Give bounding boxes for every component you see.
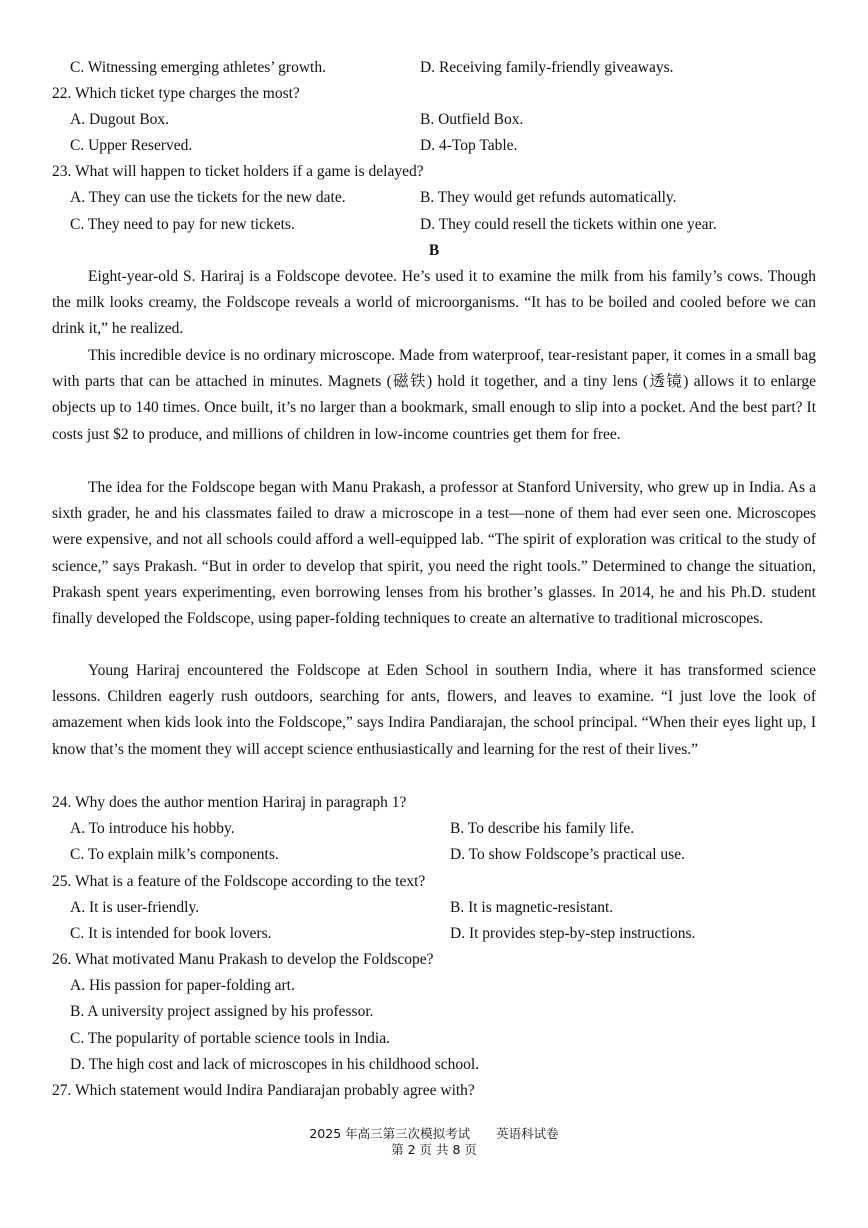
passage-paragraph-4: Young Hariraj encountered the Foldscope at Eden School in southern India, where it has transformed science lessons. Children eagerly rush outdoors, searching for ants, flowers, and leaves to examine. “I just love the look of amazement when kids look into the Foldscope,” says Indira Pandiarajan, the school principal. “When their eyes light up, I know that’s the moment they will accept science enthusiastically and learning for the rest of their lives.” <box>52 662 816 758</box>
q25-question: 25. What is a feature of the Foldscope according to the text? <box>52 873 426 890</box>
q24-option-d: D. To show Foldscope’s practical use. <box>450 846 685 863</box>
q25-option-b: B. It is magnetic-resistant. <box>450 899 614 916</box>
q24-options-ab <box>52 816 817 842</box>
q21-option-c: C. Witnessing emerging athletes’ growth. <box>70 59 326 76</box>
q24-option-b: B. To describe his family life. <box>450 820 635 837</box>
q21-option-d: D. Receiving family-friendly giveaways. <box>420 59 674 76</box>
q25-options-ab <box>52 895 817 921</box>
q23-option-a: A. They can use the tickets for the new date. <box>70 189 346 206</box>
q23-options-ab <box>52 185 817 211</box>
q26-option-b: B. A university project assigned by his professor. <box>70 1003 374 1020</box>
q23-options-cd <box>52 212 817 238</box>
q26-question: 26. What motivated Manu Prakash to develop the Foldscope? <box>52 951 434 968</box>
q24-option-a: A. To introduce his hobby. <box>70 820 235 837</box>
q23-option-c: C. They need to pay for new tickets. <box>70 216 295 233</box>
q22-question: 22. Which ticket type charges the most? <box>52 85 300 102</box>
q21-options-cd <box>52 55 817 81</box>
q27-question: 27. Which statement would Indira Pandiarajan probably agree with? <box>52 1082 475 1099</box>
section-b-heading: B <box>428 242 440 259</box>
footer-exam-title: 2025 年高三第三次模拟考试 <box>309 1126 471 1141</box>
footer-subject: 英语科试卷 <box>496 1126 559 1141</box>
q23-option-d: D. They could resell the tickets within one year. <box>420 216 717 233</box>
q24-question: 24. Why does the author mention Hariraj in paragraph 1? <box>52 794 407 811</box>
q24-option-c: C. To explain milk’s components. <box>70 846 279 863</box>
passage-paragraph-1: Eight-year-old S. Hariraj is a Foldscope devotee. He’s used it to examine the milk from his family’s cows. Though the milk looks creamy, the Foldscope reveals a world of microorganisms. “It has to be boiled and cooled before we can drink it,” he realized. <box>52 268 816 338</box>
q25-option-c: C. It is intended for book lovers. <box>70 925 272 942</box>
q24-options-cd <box>52 842 817 868</box>
q22-option-b: B. Outfield Box. <box>420 111 524 128</box>
q23-option-b: B. They would get refunds automatically. <box>420 189 677 206</box>
passage-paragraph-3: The idea for the Foldscope began with Manu Prakash, a professor at Stanford University, who grew up in India. As a sixth grader, he and his classmates failed to draw a microscope in a test—none of them had ever seen one. Microscopes were expensive, and not all schools could afford a well-equipped lab. “The spirit of exploration was critical to the study of science,” says Prakash. “But in order to develop that spirit, you need the right tools.” Determined to change the situation, Prakash spent years experimenting, even borrowing lenses from his brother’s glasses. In 2014, he and his Ph.D. student finally developed the Foldscope, using paper-folding techniques to create an alternative to traditional microscopes. <box>52 479 816 628</box>
footer-page-info: 第 2 页 共 8 页 <box>391 1142 477 1157</box>
q25-option-a: A. It is user-friendly. <box>70 899 200 916</box>
q25-option-d: D. It provides step-by-step instructions. <box>450 925 696 942</box>
q22-options-ab <box>52 107 817 133</box>
q25-options-cd <box>52 921 817 947</box>
q26-option-d: D. The high cost and lack of microscopes in his childhood school. <box>70 1056 480 1073</box>
passage-paragraph-2: This incredible device is no ordinary microscope. Made from waterproof, tear-resistant paper, it comes in a small bag with parts that can be attached in minutes. Magnets (磁铁) hold it together, and a tiny lens (透镜) allows it to enlarge objects up to 140 times. Once built, it’s no larger than a bookmark, small enough to slip into a pocket. And the best part? It costs just $2 to produce, and millions of children in low-income countries get them for free. <box>52 347 816 443</box>
q26-option-a: A. His passion for paper-folding art. <box>70 977 295 994</box>
q22-option-d: D. 4-Top Table. <box>420 137 518 154</box>
q22-option-a: A. Dugout Box. <box>70 111 170 128</box>
q22-options-cd <box>52 133 817 159</box>
q26-option-c: C. The popularity of portable science tools in India. <box>70 1030 390 1047</box>
q22-option-c: C. Upper Reserved. <box>70 137 193 154</box>
q23-question: 23. What will happen to ticket holders if a game is delayed? <box>52 163 424 180</box>
